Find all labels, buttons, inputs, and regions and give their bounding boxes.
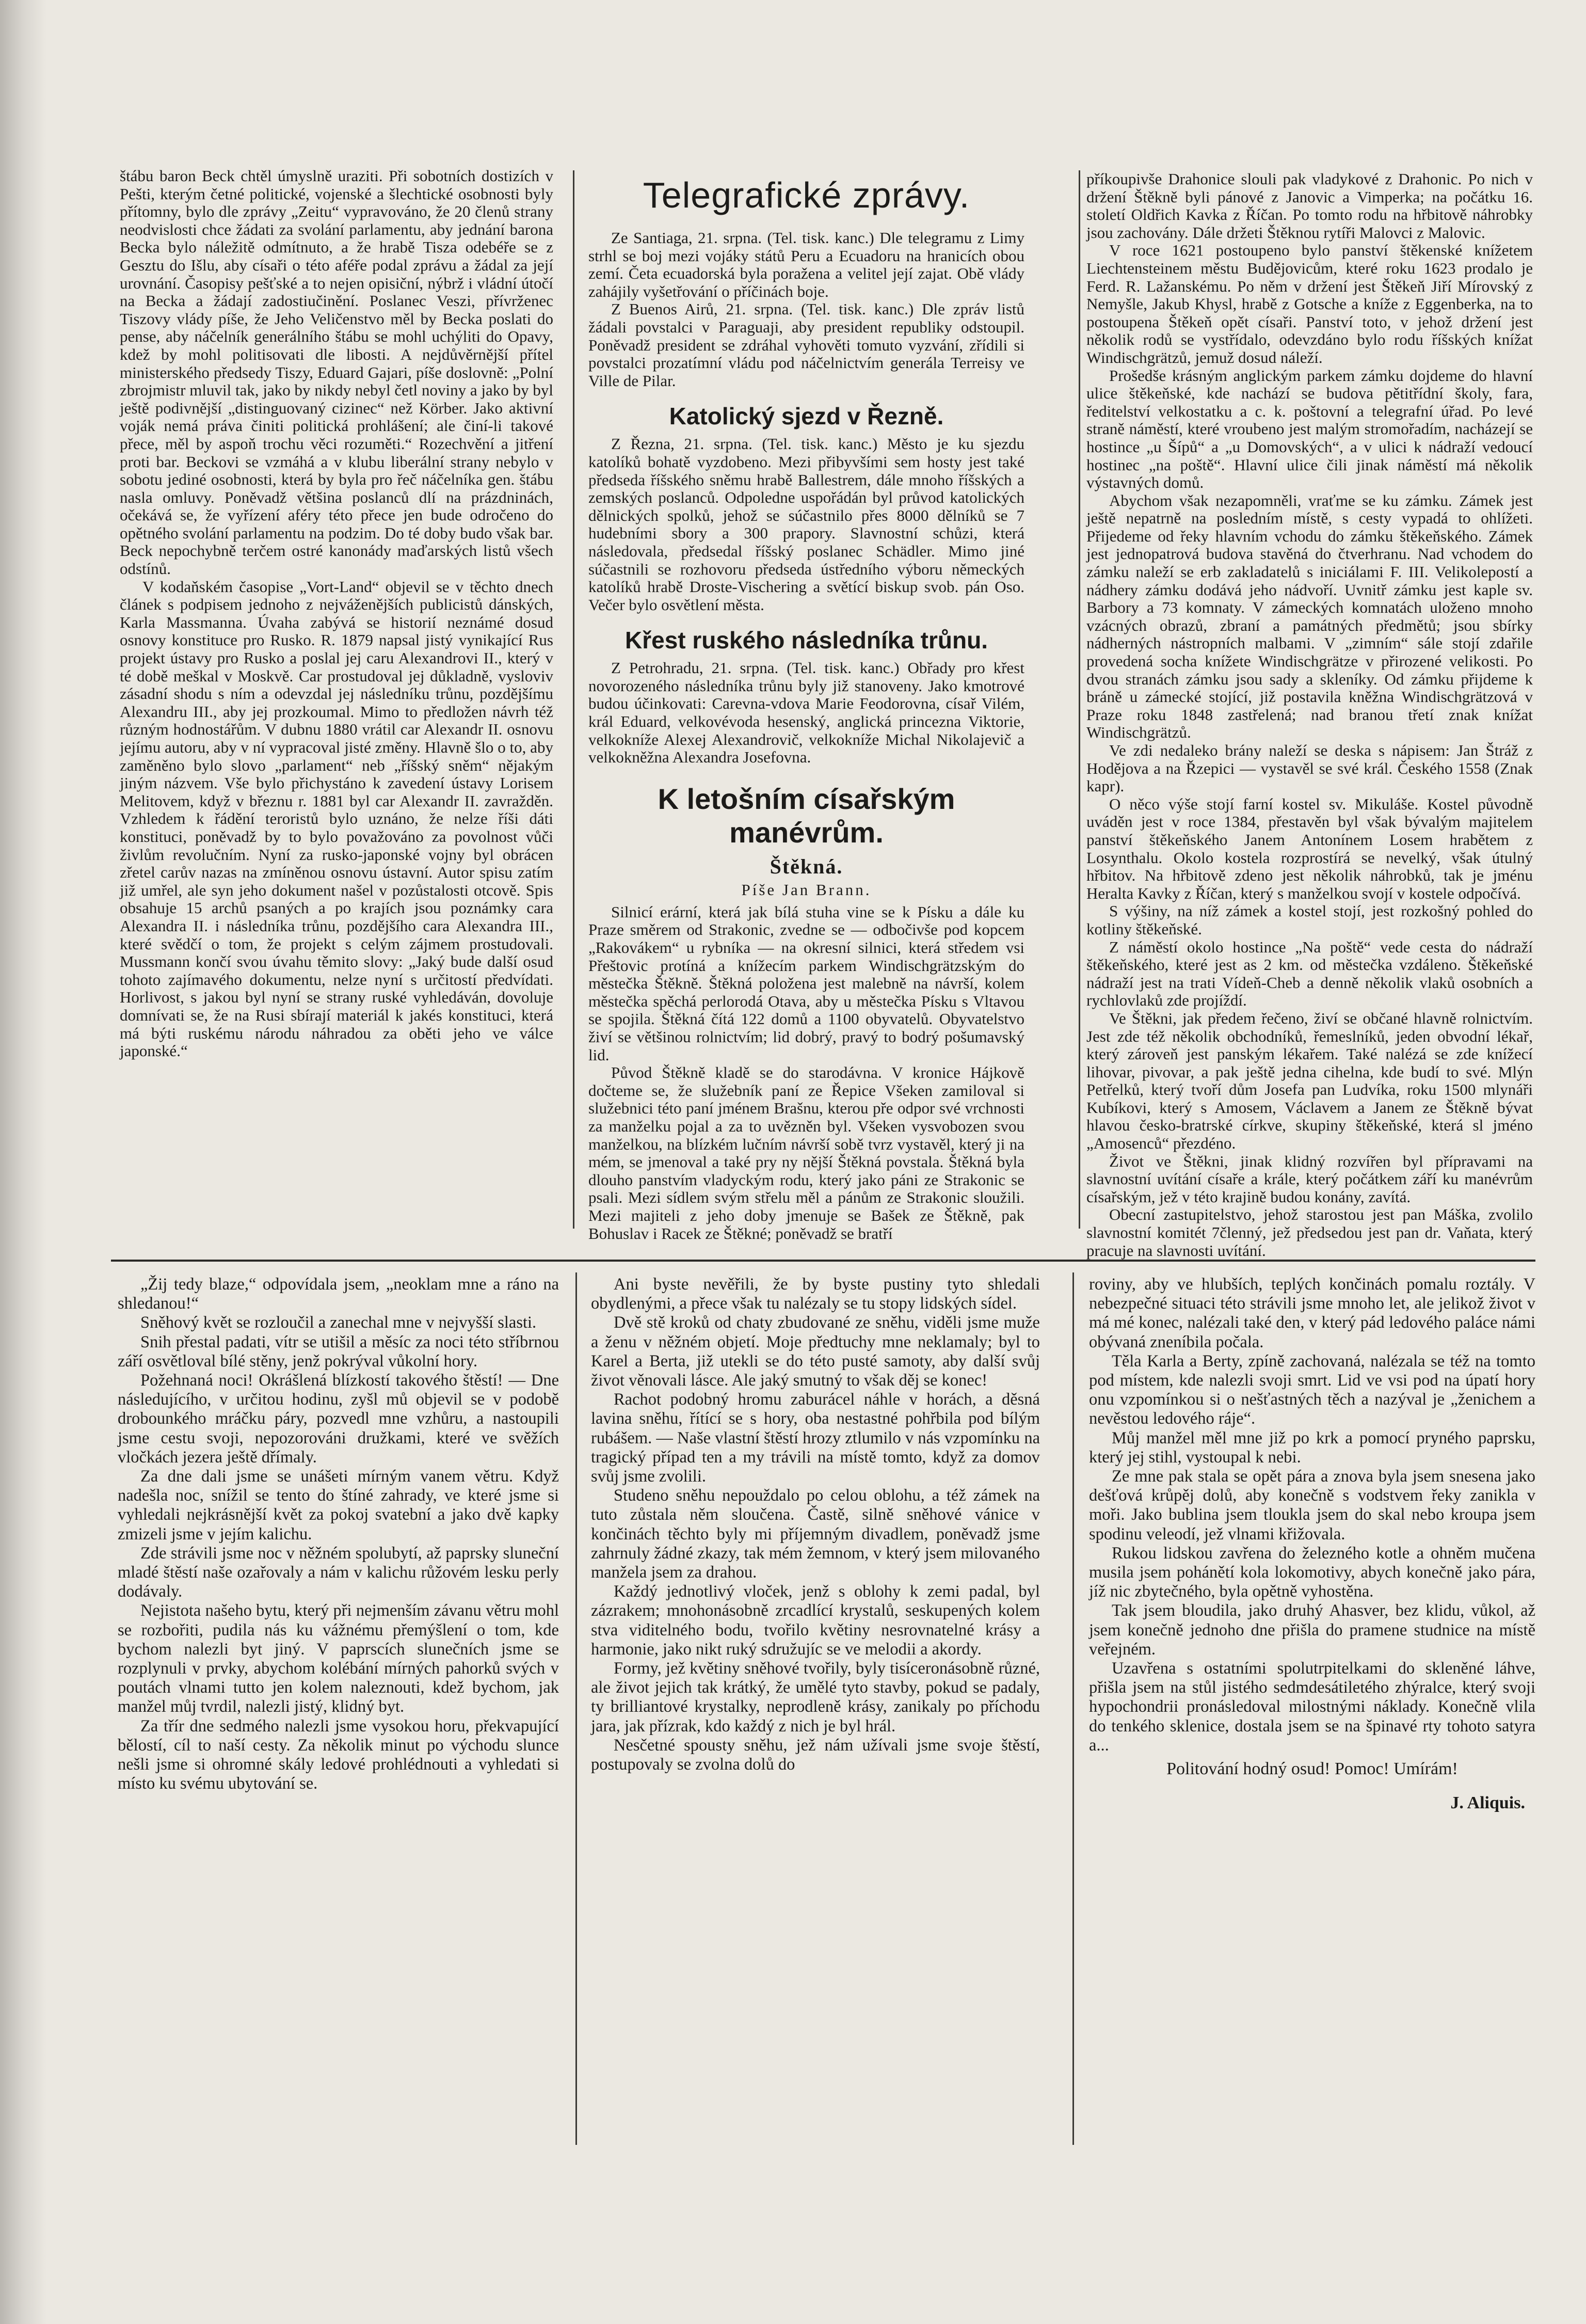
feuilleton-paragraph: Požehnaná noci! Okrášlená blízkostí takového štěstí! — Dne následujícího, v určitou hodinu, zyšl mů objevil se v podobě drobounkého mráčku páry, pozvedl mne vzhůru, a nastoupili jsme cestu svoji, nepozorováni družkami, které ve svěžích vločkách jezera ještě dřímaly. [118,1371,559,1467]
middle-column-news [588,170,1024,1243]
feuilleton-paragraph: Můj manžel měl mne již po krk a pomocí pryného paprsku, který jej stihl, vystoupal k nebi. [1089,1428,1535,1467]
article-paragraph: štábu baron Beck chtěl úmyslně uraziti. Při sobotních dostizích v Pešti, kterým četné politické, vojenské a šlechtické osobnosti byly přítomny, bylo dle zprávy „Zeitu“ vypravováno, že 20 členů strany neodvislosti chce žádati za svolání parlamentu, aby jednání barona Becka bylo náležitě odmítnuto, a že hrabě Tisza odebéře se z Gesztu do Išlu, aby císaři o této aféře podal zprávu a žádal za její urovnání. Časopisy pešťské a to nejen opisiční, nýbrž i vládní útočí na Becka a žádají zadostiučinění. Poslanec Veszi, přívrženec Tiszovy vlády píše, že Jeho Veličenstvo měl by Becka poslati do pense, aby náčelník generálního štábu se mohl uchýliti do Opavy, kdež by mohl politisovati dle libosti. A nejdůvěrnější přítel ministerského předsedy Tiszy, Eduard Gajari, píše doslovně: „Polní zbrojmistr mluvil tak, jako by nikdy nebyl četl noviny a jako by byl ještě podivnější „distinguovaný cizinec“ než Körber. Jako aktivní voják nemá práva činiti politická prohlášení; ale činí-li takové přece, měl by aspoň trochu věci rozuměti.“ Rozechvění a jitření proti bar. Beckovi se vzmáhá a v klubu liberální strany nebylo v sobotu jediné osobnosti, která by byla pro řeč náčelníka gen. štábu nasla omluvy. Poněvadž většina poslanců dlí na prázdninách, očekává se, že vyřízení aféry této přece jen bude odročeno do opětného svolání parlamentu na podzim. Do té doby budo však bar. Beck nepochybně terčem ostré kanonády maďarských listů všech odstínů. [120,167,553,578]
feuilleton-paragraph: Rachot podobný hromu zaburácel náhle v horách, a děsná lavina sněhu, řítící se s hory, oba nestastné pohřbila pod bílým rubášem. — Naše vlastní štěstí hrozy ztlumilo v nás vzpomínku na tragický případ ten a my trávili na místě tomto, když za domov svůj jsme zvolili. [591,1390,1040,1486]
feuilleton-paragraph: Uzavřena s ostatními spolutrpitelkami do skleněné láhve, přišla jsem na stůl jistého sedmdesátiletého zhýralce, který svoji hypochondrii pronásledoval milostnými náklady. Konečně vlila do tenkého sklenice, dostala jsem se na špinavé rty tohoto satyra a... [1089,1659,1535,1755]
article-paragraph: příkoupivše Drahonice slouli pak vladykové z Drahonic. Po nich v držení Štěkně byli pánové z Janovic a Vimperka; na počátku 16. století Oldřich Kavka z Říčan. Po tomto rodu na hřbitově náhrobky jsou zachovány. Dále držeti Štěknou rytíři Malovci z Malovic. [1086,170,1533,242]
section-heading-baptism: Křest ruského následníka trůnu. [625,627,988,654]
congress-report: Z Řezna, 21. srpna. (Tel. tisk. kanc.) Město je ku sjezdu katolíků bohatě vyzdobeno. Mezi přibyvšími sem hosty jest také předseda říšského sněmu hrabě Ballestrem, dále mnoho říšských a zemských poslanců. Odpoledne uspořádán byl průvod katolických dělnických spolků, jehož se súčastnilo přes 8000 dělníků se 7 hudebními sbory a 300 prapory. Slavnostní schůzi, která následovala, předsedal říšský poslanec Schädler. Mimo jiné súčastnili se rozhovoru předseda ústředního výboru německých katolíků hrabě Droste-Vischering a světící biskup svob. pán Oso. Večer bylo osvětlení města. [588,435,1024,614]
feuilleton-paragraph: Ani byste nevěřili, že by byste pustiny tyto shledali obydlenými, a přece však tu nalézaly se tu stopy lidských sídel. [591,1275,1040,1313]
feuilleton-paragraph: Zde strávili jsme noc v něžném spolubytí, až paprsky sluneční mladé štěstí naše ozařovaly a nám v kalichu růžovém lesku perly dodávaly. [118,1543,559,1601]
feuilleton-left-column [118,1275,559,2132]
feuilleton-paragraph: Snih přestal padati, vítr se utišil a měsíc za noci této stříbrnou září osvětloval bílé stěny, jenž pokrýval vůkolní hory. [118,1332,559,1371]
telegram-item: Ze Santiaga, 21. srpna. (Tel. tisk. kanc.) Dle telegramu z Limy strhl se boj mezi vojáky států Peru a Ecuadoru na hranicích obou zemí. Četa ecuadorská byla poražena a velitel její zajat. Obě vlády zahájily vyšetřování o příčinách boje. [588,229,1024,300]
feuilleton-paragraph: Za dne dali jsme se unášeti mírným vanem větru. Když nadešla noc, snížil se tento do štíné zahrady, ve které jsme si vyhledali nejkrásnější květ za pokoj svatební a jako dvě kapky zmizeli jsme v jejím kalichu. [118,1467,559,1543]
feuilleton-paragraph: „Žij tedy blaze,“ odpovídala jsem, „neoklam mne a ráno na shledanou!“ [118,1275,559,1313]
baptism-report: Z Petrohradu, 21. srpna. (Tel. tisk. kanc.) Obřady pro křest novorozeného následníka trůnu byly již stanoveny. Jako kmotrové budou účinkovati: Carevna-vdova Marie Feodorovna, císař Vilém, král Eduard, velkovévoda hesenský, anglická princezna Viktorie, velkokníže Alexej Alexandrovič, velkokníže Michal Nikolajevič a velkokněžna Alexandra Josefovna. [588,659,1024,767]
article-paragraph: Život ve Štěkni, jinak klidný rozvířen byl přípravami na slavnostní uvítání císaře a krále, který počátkem září ku manévrům císařským, jež v této krajině budou konány, zavítá. [1086,1152,1533,1206]
feuilleton-paragraph: Nesčetné spousty sněhu, jež nám užívali jsme svoje štěstí, postupovaly se zvolna dolů do [591,1736,1040,1774]
feuilleton-paragraph: Rukou lidskou zavřena do železného kotle a ohněm mučena musila jsem pohánětí kola lokomotivy, abych konečně jako pára, jíž nic zbytečného, byla opětně vyhostěna. [1089,1543,1535,1601]
left-column-article [120,167,553,1225]
feuilleton-right-column [1089,1275,1535,2132]
column-divider [573,170,574,1229]
feuilleton-paragraph: Nejistota našeho bytu, který při nejmenším závanu větru mohl se rozbořiti, pudila nás ku vážnému přemýšlení o tom, kde bychom nalezli byt jiný. V paprscích slunečních jsme se rozplynuli v prvky, abychom kolébání mírných pahorků svých v poutách vlnami tutto jen kolem naleznouti, kdež bychom, jak manžel můj tvrdil, nalezli jistý, klidný byt. [118,1601,559,1716]
maneuver-paragraph: Původ Štěkně kladě se do starodávna. V kronice Hájkově dočteme se, že služebník paní ze Řepice Všeken zamiloval si služebnici této paní jménem Brašnu, kterou pře odpor své vrchnosti za manželku pojal a za to uvězněn byl. Všeken vysvobozen svou manželkou, na blízkém lučním návrší sobě tvrz vystavěl, který ji na mém, se jmenoval a také pry ny nější Štěkná povstala. Štěkná byla dlouho panstvím vladyckým rodu, který jako páni ze Strakonic se psali. Mezi sídlem svým střelu měl a pánům ze Strakonic sloužili. Mezi majiteli z jeho doby jmenuje se Bašek ze Štěkně, pak Bohuslav i Racek ze Štěkné; poněvadž se bratří [588,1063,1024,1243]
author-signature: J. Aliquis. [1450,1793,1525,1813]
article-paragraph: Z náměstí okolo hostince „Na poště“ vede cesta do nádraží štěkeňského, které jest as 2 km. od městečka vzdáleno. Štěkeňské nádraží jest na trati Vídeň-Cheb a denně několik vlaků osobních a rychlovlaků zde projíždí. [1086,937,1533,1010]
feuilleton-paragraph: Tak jsem bloudila, jako druhý Ahasver, bez klidu, vůkol, až jsem konečně jednoho dne přišla do pramene studnice na místě veřejném. [1089,1601,1535,1659]
maneuver-paragraph: Silnicí erární, která jak bílá stuha vine se k Písku a dále ku Praze směrem od Strakonic, zvedne se — odbočivše pod kopcem „Rakovákem“ u rybníka — na okresní silnici, která středem vsi Přeštovic protíná a knížecím parkem Windischgrätzským do městečka Štěkně. Štěkná položena jest malebně na návrší, kolem městečka spěchá perlorodá Otava, aby u městečka Písku s Vltavou se spojila. Štěkná čítá 122 domů a 1100 obyvatelů. Obyvatelstvo živí se většinou rolnictvím; lid dobrý, pravý to bodrý pošumavský lid. [588,902,1024,1064]
closing-line: Politování hodný osud! Pomoc! Umírám! [1166,1759,1458,1779]
column-divider [1079,170,1080,1229]
feuilleton-paragraph: Ze mne pak stala se opět pára a znova byla jsem snesena jako dešťová krůpěj dolů, aby konečně s vodstvem řeky zanikla v moři. Jako bublina jsem tloukla jsem do skal nebo kroupa jsem spodinu veleodí, jež vlnami křižovala. [1089,1467,1535,1543]
section-heading-telegrams: Telegrafické zprávy. [643,175,970,215]
article-paragraph: V roce 1621 postoupeno bylo panství štěkenské knížetem Liechtensteinem městu Budějovicům, které roku 1623 prodalo je Ferd. R. Lažanskému. Po něm v držení jest Štěkeň Jiří Mírovský z Nemyšle, Jakub Khysl, hrabě z Gotsche a kníže z Eggenberka, na to postoupena Štěkeň opět císaři. Panství toto, v jehož držení jest několik rodů se vystřídalo, odevzdáno bylo rodu říšských knížat Windischgrätzů, jemuž dosud náleží. [1086,241,1533,367]
article-paragraph: Abychom však nezapomněli, vraťme se ku zámku. Zámek jest ještě nepatrně na posledním místě, s cesty vypadá to ohlížeti. Přijedeme od řeky hlavním vchodu do zámku štěkeňského. Zámek jest jednopatrová budova stavěná do čtverhranu. Nad vchodem do zámku naleží se erb zakladatelů s iniciálami F. III. Velikolepostí a nádhery zámku dodává jeho nádvoří. Uvnitř zámku jest kaple sv. Barbory a 73 komnaty. V zámeckých komnatách uloženo mnoho vzácných obrazů, zbraní a památných předmětů; jsou sbírky nádherných nástropních malbami. V „zimním“ sále stojí zdařile provedená socha knížete Windischgrätze v přirozené velikosti. Po dvou stranách zámku jsou sady a skleníky. Od zámku přijdeme k bráně u zámecké stojící, již postavila kněžna Windischgrätzová v Praze roku 1848 zastřelená; nad branou třetí znak knížat Windischgrätzů. [1086,491,1533,742]
telegram-item: Z Buenos Airů, 21. srpna. (Tel. tisk. kanc.) Dle zpráv listů žádali povstalci v Paraguaji, aby president republiky odstoupil. Poněvadž president se zdráhal vyhověti tomuto vyzvání, zřídili si povstalci prozatímní vládu pod náčelnictvím generála Terreisy ve Ville de Pilar. [588,300,1024,390]
feuilleton-paragraph: Formy, jež květiny sněhové tvořily, byly tisíceronásobně různé, ale život jejich tak krátký, že umělé tyto stavby, pokud se padaly, ty brilliantové krystalky, neprodleně krásy, zanikaly po příchodu jara, jak přízrak, kdo každý z nich je byl hrál. [591,1659,1040,1736]
feuilleton-paragraph: Každý jednotlivý vloček, jenž s oblohy k zemi padal, byl zázrakem; mnohonásobně zrcadlící krystalů, seskupených kolem stva viditelného bodu, tvořilo květiny nesrovnatelné krásy a harmonie, jako nikt ruký sdružujíc se ve melodii a akordy. [591,1582,1040,1659]
article-paragraph: Obecní zastupitelstvo, jehož starostou jest pan Máška, zvolilo slavnostní komitét 7členný, jež předsedou jest pan dr. Vaňata, který pracuje na slavnosti uvítání. [1086,1205,1533,1260]
column-divider [1072,1272,1074,2145]
article-paragraph: O něco výše stojí farní kostel sv. Mikuláše. Kostel původně uváděn jest v roce 1384, přestavěn byl však bývalým majitelem panství štěkeňského Janem Antonínem Losem hrabětem z Losynthalu. Okolo kostela rozprostírá se nevelký, však útulný hřbitov. Na hřbitově zdeno jest několik náhrobků, tak je jménu Heralta Kavky z Říčan, který s manželkou svojí v kostele odpočívá. [1086,794,1533,902]
article-paragraph: V kodaňském časopise „Vort-Land“ objevil se v těchto dnech článek s podpisem jednoho z nejváženějších publicistů dánských, Karla Massmanna. Úvaha zabývá se historií neznámé dosud osnovy konstituce pro Rusko. R. 1879 napsal jistý vynikající Rus projekt ústavy pro Rusko a poslal jej caru Alexandrovi II., který v té době meškal v Moskvě. Car prostudoval jej důkladně, vysloviv zásadní shodu s ním a odevzdal jej následníku trůnu, pozdějšímu Alexandru III., aby jej prozkoumal. Mimo to předložen návrh též různým hodnostářům. V dubnu 1880 vrátil car Alexandr II. osnovu jejímu autoru, aby v ní vypracoval jisté změny. Hlavně šlo o to, aby zaměněno bylo slovo „parlament“ neb „říšský sněm“ nějakým jiným názvem. Vše bylo přichystáno k zavedení ústavy Lorisem Melitovem, když v březnu r. 1881 byl car Alexandr II. zavražděn. Vzhledem k řádění teroristů bylo uznáno, že nelze říši dáti konstituci, poněvadž by to bylo považováno za povolnost vůči živlům revolučním. Nyní za rusko-japonské vojny byl obrácen zřetel carův nazas na zmíněnou osnovu ústavní. Autor spisu zatím již umřel, ale syn jeho dokument našel v pozůstalosti otcově. Spis obsahuje 15 archů psaných a po krajích jsou poznámky cara Alexandra II. i následníka trůnu, pozdějšího cara Alexandra III., které svědčí o tom, že projekt s celým zájmem prostudovali. Mussmann končí svou úvahu těmito slovy: „Jaký bude další osud tohoto zajímavého dokumentu, nelze nyní s určitostí předvídati. Horlivost, s jakou byl nyní se strany ruské vyhledáván, dovoluje domnívati se, že na Rusi sbírají materiál k jakés konstituci, která má býti ruskému národu náhradou za oběti jeho ve válce japonské.“ [120,577,553,1060]
column-divider [575,1272,577,2145]
feuilleton-middle-column [591,1275,1040,2132]
article-paragraph: Prošedše krásným anglickým parkem zámku dojdeme do hlavní ulice štěkeňské, kde nachází se budova pětitřídní školy, fara, ředitelství velkostatku a c. k. poštovní a telegrafní úřad. Po levé straně náměstí, které vroubeno jest malým stromořadím, nacházejí se hostince „u Šípů“ a „u Domovských“, a v ulici k nádraží vedoucí hostinec „na poště“. Hlavní ulice čili jinak náměstí má několik výstavných domů. [1086,366,1533,492]
article-paragraph: Ve Štěkni, jak předem řečeno, živí se občané hlavně rolnictvím. Jest zde též několik obchodníků, řemeslníků, jeden obvodní lékař, který zároveň jest panským lékařem. Také nalézá se zde knížecí lihovar, pivovar, a pak ještě jedna cihelna, kde budí to své. Mlýn Petřelků, který tvoří dům Josefa pan Ludvíka, roku 1500 mlynáři Kubíkovi, který s Amosem, Václavem a Janem ze Štěkně bývat hlavou česko-bratrské církve, skupiny štěkeňské, která sl jméno „Amosenců“ přezdéno. [1086,1009,1533,1153]
article-subheading: Štěkná. [770,854,843,878]
feuilleton-paragraph: roviny, aby ve hlubších, teplých končinách pomalu roztály. V nebezpečné situaci této strávili jsme mnoho let, ale jelikož život v má mé konec, nalézali také den, v který pád ledového paláce námi obývaná zneníbila počala. [1089,1275,1535,1351]
right-column-article [1086,170,1533,1260]
article-paragraph: S výšiny, na níž zámek a kostel stojí, jest rozkošný pohled do kotliny štěkeňské. [1086,902,1533,938]
page-shadow-edge [0,0,46,2324]
feuilleton-paragraph: Za třír dne sedmého nalezli jsme vysokou horu, překvapující bělostí, cíl to naší cesty. Za několik minut po východu slunce nešli jsme si ohromné skály ledové prohlédnouti a vyhledati si místo ku svému ubytování se. [118,1716,559,1793]
feuilleton-divider-rule [111,1260,1535,1262]
article-paragraph: Ve zdi nedaleko brány naleží se deska s nápisem: Jan Štráž z Hodějova a na Řzepici — vystavěl se své král. Českého 1558 (Znak kapr). [1086,741,1533,795]
section-heading-congress: Katolický sjezd v Řezně. [669,403,944,430]
feuilleton-paragraph: Dvě stě kroků od chaty zbudované ze sněhu, viděli jsme muže a ženu v něžném objetí. Moje předtuchy mne neklamaly; byl to Karel a Berta, již utekli se do této pusté samoty, aby další svůj život věnovali lásce. Ale jaký smutný to však děj se konec! [591,1313,1040,1390]
section-heading-maneuvers: K letošním císařským manévrům. [658,782,955,849]
feuilleton-paragraph: Sněhový květ se rozloučil a zanechal mne v nejvyšší slasti. [140,1313,537,1332]
feuilleton-paragraph: Studeno sněhu nepouždalo po celou oblohu, a též zámek na tuto zůstala něm sloučena. Častě, silně sněhové vánice v končinách těchto byly mi příjemným divadlem, poněvadž jsme zahrnuly žádné zkazy, tak mém žemnom, v který jsem milovaného manžela jsem za drahou. [591,1486,1040,1582]
article-byline: Píše Jan Brann. [741,880,872,899]
feuilleton-paragraph: Těla Karla a Berty, zpíně zachovaná, nalézala se též na tomto pod místem, kde nalezli svoji smrt. Lid ve vsi pod na úpatí hory onu vzpomínkou si o nešťastných těch a nazýval je „ženichem a nevěstou ledového ráje“. [1089,1351,1535,1428]
